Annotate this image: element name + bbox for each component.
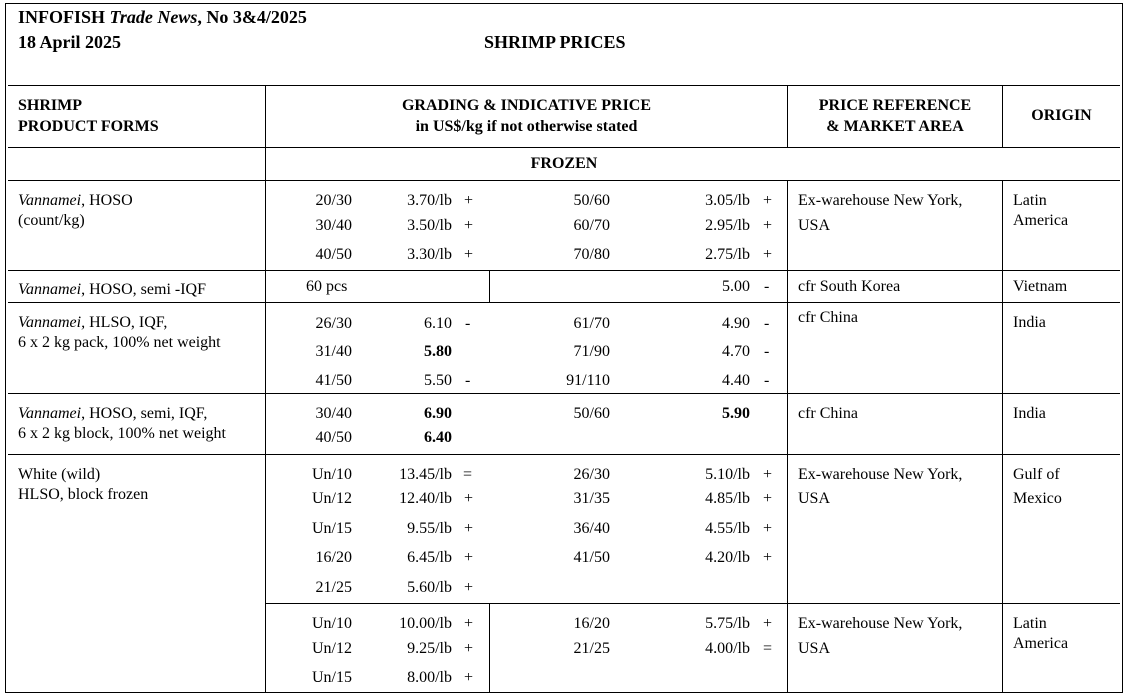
rule-below-section [8,180,1120,181]
price: 5.75/lb [705,615,750,632]
grade: Un/15 [312,669,352,686]
price: 5.80 [424,343,452,360]
price: 9.55/lb [407,520,452,537]
price: 4.70 [722,343,750,360]
grade: Un/10 [312,615,352,632]
trend-indicator: + [763,466,773,483]
trend-indicator: + [464,615,474,632]
trend-indicator: - [764,372,770,389]
grade: Un/10 [312,466,352,483]
price: 5.90 [722,405,750,422]
header-grading-units: in US$/kg if not otherwise stated [415,118,638,135]
page-title: SHRIMP PRICES [484,32,626,52]
product-detail: 6 x 2 kg block, 100% net weight [18,425,226,442]
origin: America [1013,635,1069,652]
grade: 50/60 [573,192,610,209]
price: 3.30/lb [407,246,452,263]
publication-line [18,7,307,27]
price: 8.00/lb [407,669,452,686]
price-reference: cfr South Korea [798,278,901,295]
trend-indicator: = [763,640,773,657]
rule-below-headers [8,147,1120,148]
origin: Gulf of [1013,466,1060,483]
publication-prefix: INFOFISH [18,7,110,27]
product-detail: 6 x 2 kg pack, 100% net weight [18,334,221,351]
grade: Un/12 [312,490,352,507]
origin: America [1013,212,1069,229]
price: 6.10 [424,315,452,332]
price-reference: Ex-warehouse New York, [798,615,963,632]
trend-indicator: = [463,466,473,483]
price: 6.45/lb [407,549,452,566]
trend-indicator: - [465,372,471,389]
grade: Un/15 [312,520,352,537]
origin: India [1013,314,1046,331]
grade: 61/70 [573,315,610,332]
col-rule-reference [787,85,788,147]
product-name: Vannamei, HLSO, IQF, [18,314,168,331]
grade: 60 pcs [306,278,348,295]
price-reference: Ex-warehouse New York, [798,192,963,209]
header-grading: GRADING & INDICATIVE PRICE [401,97,652,114]
price: 12.40/lb [399,490,452,507]
product-name: White (wild) [18,466,101,483]
grade: 21/25 [315,579,352,596]
origin: Latin [1013,615,1047,632]
publication-suffix: , No 3&4/2025 [197,7,307,27]
price: 4.20/lb [705,549,750,566]
price: 5.00 [722,278,750,295]
rule-row1 [8,270,1120,271]
price-reference: USA [798,490,831,507]
grade: 70/80 [573,246,610,263]
price: 4.90 [722,315,750,332]
rule-row2 [8,302,1120,303]
trend-indicator: + [464,640,474,657]
grade: 16/20 [573,615,610,632]
trend-indicator: + [763,217,773,234]
product-name: Vannamei, HOSO [18,192,133,209]
grade: Un/12 [312,640,352,657]
product-name: Vannamei, HOSO, semi -IQF [18,281,206,298]
price: 3.70/lb [407,192,452,209]
grade: 26/30 [315,315,352,332]
grade: 50/60 [573,405,610,422]
trend-indicator: + [763,615,773,632]
trend-indicator: + [763,192,773,209]
trend-indicator: + [464,549,474,566]
grade: 31/40 [315,343,352,360]
header-reference: & MARKET AREA [826,118,964,135]
price: 13.45/lb [399,466,452,483]
price-reference: USA [798,640,831,657]
product-detail: (count/kg) [18,212,85,229]
price-reference: cfr China [798,405,858,422]
rule-below-title [8,85,1120,86]
price: 5.60/lb [407,579,452,596]
trend-indicator: + [464,579,474,596]
col-rule-origin [1002,180,1003,692]
rule-row5 [265,603,1120,604]
grade: 30/40 [315,405,352,422]
grade: 40/50 [315,429,352,446]
grade: 21/25 [573,640,610,657]
price: 4.85/lb [705,490,750,507]
price: 10.00/lb [399,615,452,632]
rule-row4 [8,454,1120,455]
trend-indicator: - [764,278,770,295]
price: 6.90 [424,405,452,422]
product-name: Vannamei, HOSO, semi, IQF, [18,405,208,422]
col-rule-grade-split [489,270,490,302]
trend-indicator: + [464,246,474,263]
grade: 91/110 [566,372,610,389]
trend-indicator: + [464,669,474,686]
trend-indicator: + [763,549,773,566]
price: 5.50 [424,372,452,389]
grade: 30/40 [315,217,352,234]
price: 6.40 [424,429,452,446]
price: 4.55/lb [705,520,750,537]
grade: 16/20 [315,549,352,566]
rule-row3 [8,393,1120,394]
grade: 41/50 [315,372,352,389]
price: 4.00/lb [705,640,750,657]
price-reference: cfr China [798,309,858,326]
grade: 26/30 [573,466,610,483]
trend-indicator: + [464,217,474,234]
grade: 36/40 [573,520,610,537]
price: 2.95/lb [705,217,750,234]
header-product: SHRIMP [18,97,82,114]
trend-indicator: - [764,343,770,360]
price: 4.40 [722,372,750,389]
header-reference: PRICE REFERENCE [818,97,972,114]
price-reference: USA [798,217,831,234]
origin: India [1013,405,1046,422]
origin: Mexico [1013,490,1062,507]
product-detail: HLSO, block frozen [18,486,149,503]
header-product: PRODUCT FORMS [18,118,159,135]
grade: 40/50 [315,246,352,263]
trend-indicator: - [764,315,770,332]
price: 2.75/lb [705,246,750,263]
price-reference: Ex-warehouse New York, [798,466,963,483]
origin: Vietnam [1013,278,1068,295]
grade: 20/30 [315,192,352,209]
grade: 71/90 [573,343,610,360]
header-origin: ORIGIN [1031,107,1092,124]
price: 5.10/lb [705,466,750,483]
col-rule-reference [787,180,788,692]
trend-indicator: + [464,192,474,209]
section-heading: FROZEN [530,155,598,172]
trend-indicator: + [763,246,773,263]
col-rule-product [265,85,266,692]
trend-indicator: + [464,520,474,537]
trend-indicator: + [763,490,773,507]
grade: 60/70 [573,217,610,234]
col-rule-grade-split [489,603,490,692]
grade: 41/50 [573,549,610,566]
price: 9.25/lb [407,640,452,657]
publication-date: 18 April 2025 [18,32,122,52]
publication-italic: Trade News [109,7,198,27]
trend-indicator: + [464,490,474,507]
grade: 31/35 [573,490,610,507]
price: 3.50/lb [407,217,452,234]
trend-indicator: - [465,315,471,332]
price: 3.05/lb [705,192,750,209]
origin: Latin [1013,192,1047,209]
trend-indicator: + [763,520,773,537]
